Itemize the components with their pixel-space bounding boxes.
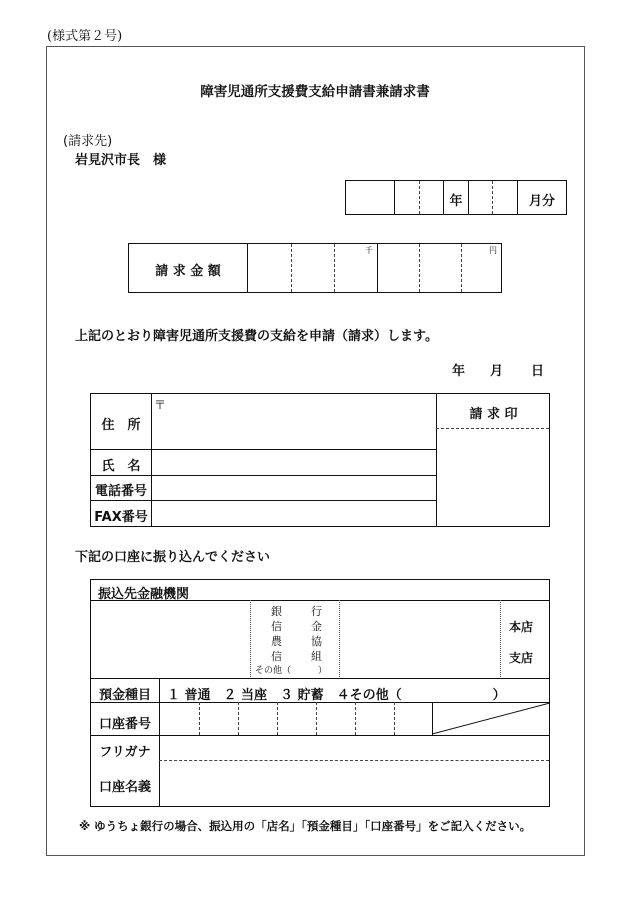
deposit-type-label: 預金種目 [98, 688, 151, 703]
claim-amount-box [128, 243, 502, 293]
bank-type-bank-suffix: 行 [311, 605, 322, 618]
bank-type-other: その他（ ） [255, 666, 328, 676]
bank-type-bank: 銀 [271, 605, 282, 618]
footnote: ※ ゆうちょ銀行の場合、振込用の「店名」「預金種目」「口座番号」をご記入ください。 [79, 819, 532, 833]
recipient-name: 岩見沢市長 様 [75, 153, 167, 168]
fax-label: FAX番号 [94, 510, 148, 525]
bank-type-nokyo: 農 [271, 635, 282, 648]
form-title: 障害児通所支援費支給申請書兼請求書 [200, 84, 430, 100]
head-office-label: 本店 [509, 620, 534, 634]
application-statement: 上記のとおり障害児通所支援費の支給を申請（請求）します。 [75, 329, 438, 344]
account-number-label: 口座番号 [98, 717, 151, 732]
bank-type-shinkumi: 信 [271, 650, 282, 663]
form-number: (様式第２号) [47, 29, 123, 44]
claim-amount-label: 請 求 金 額 [155, 264, 221, 279]
account-number-strike [432, 702, 550, 735]
date-month: 月 [490, 364, 504, 379]
branch-label: 支店 [509, 651, 534, 665]
address-label: 住 所 [101, 418, 141, 433]
bank-header: 振込先金融機関 [98, 587, 190, 602]
postal-mark: 〒 [154, 398, 167, 412]
phone-label: 電話番号 [94, 484, 147, 499]
date-day: 日 [531, 364, 545, 379]
bank-table [90, 579, 550, 807]
bank-type-shinkin: 信 [271, 620, 282, 633]
billing-period-box [345, 180, 567, 215]
seal-label: 請 求 印 [469, 407, 518, 422]
applicant-table [90, 393, 550, 527]
transfer-instruction: 下記の口座に振り込んでください [75, 550, 271, 565]
account-name-label: 口座名義 [98, 780, 151, 795]
period-month-label: 月分 [528, 194, 555, 209]
recipient-label: (請求先) [63, 134, 113, 149]
bank-type-nokyo-suffix: 協 [311, 635, 322, 648]
thousand-mark: 千 [365, 246, 373, 255]
deposit-type-options: １ 普通 ２ 当座 ３ 貯蓄 ４その他（ ） [167, 688, 506, 703]
bank-type-shinkin-suffix: 金 [311, 620, 322, 633]
bank-type-shinkumi-suffix: 組 [311, 650, 322, 663]
name-label: 氏 名 [101, 459, 141, 474]
date-year: 年 [452, 364, 466, 379]
period-year-label: 年 [449, 194, 463, 209]
yen-mark: 円 [489, 246, 497, 255]
furigana-label: フリガナ [99, 745, 151, 760]
